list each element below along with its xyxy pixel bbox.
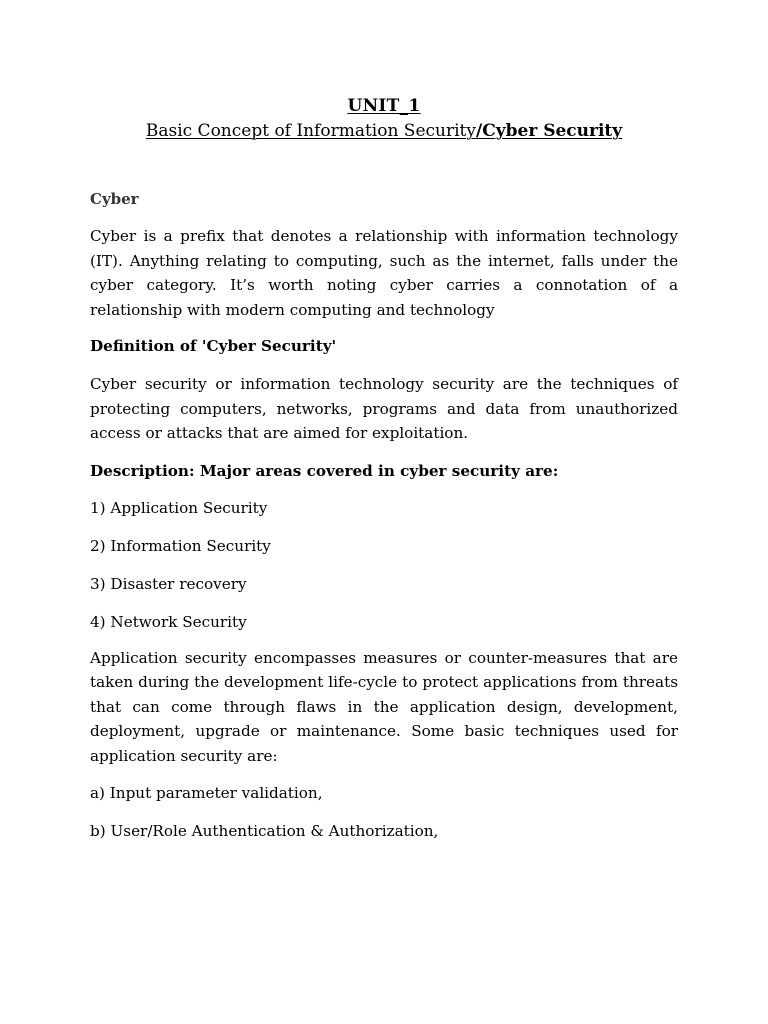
- application-security-paragraph: Application security encompasses measures or counter-measures that are taken during the development life-cycle to protect applications from threats that can come through flaws in the application design, development, deployment, upgrade or maintenance. Some basic techniques used for application security are:: [90, 648, 678, 765]
- technique-list-item: b) User/Role Authentication & Authorization,: [90, 822, 439, 840]
- definition-paragraph: Cyber security or information technology security are the techniques of protecting computers, networks, programs and data from unauthorized access or attacks that are aimed for exploitation.: [90, 375, 678, 442]
- area-list-item: 1) Application Security: [90, 498, 268, 517]
- subtitle-part-2: Cyber Security: [482, 121, 623, 141]
- area-list-item: 3) Disaster recovery: [90, 574, 247, 593]
- title-block: [80, 94, 688, 144]
- definition-heading: Definition of 'Cyber Security': [90, 337, 337, 355]
- area-list-item: 2) Information Security: [90, 536, 271, 555]
- technique-list-item: a) Input parameter validation,: [90, 784, 323, 802]
- document-page: [90, 94, 678, 843]
- section-label-cyber: Cyber: [90, 190, 139, 208]
- unit-title: UNIT_1: [347, 96, 421, 116]
- description-heading: Description: Major areas covered in cyber security are:: [90, 461, 559, 480]
- document-subtitle: [80, 118, 688, 144]
- subtitle-separator: /: [475, 121, 483, 141]
- area-list-item: 4) Network Security: [90, 612, 247, 631]
- cyber-paragraph: Cyber is a prefix that denotes a relationship with information technology (IT). Anything relating to computing, such as the internet, falls under the cyber category. It’s worth noting cyber carries a connotation of a relationship with modern computing and technology: [90, 227, 678, 319]
- subtitle-part-1: Basic Concept of Information Security: [145, 121, 476, 141]
